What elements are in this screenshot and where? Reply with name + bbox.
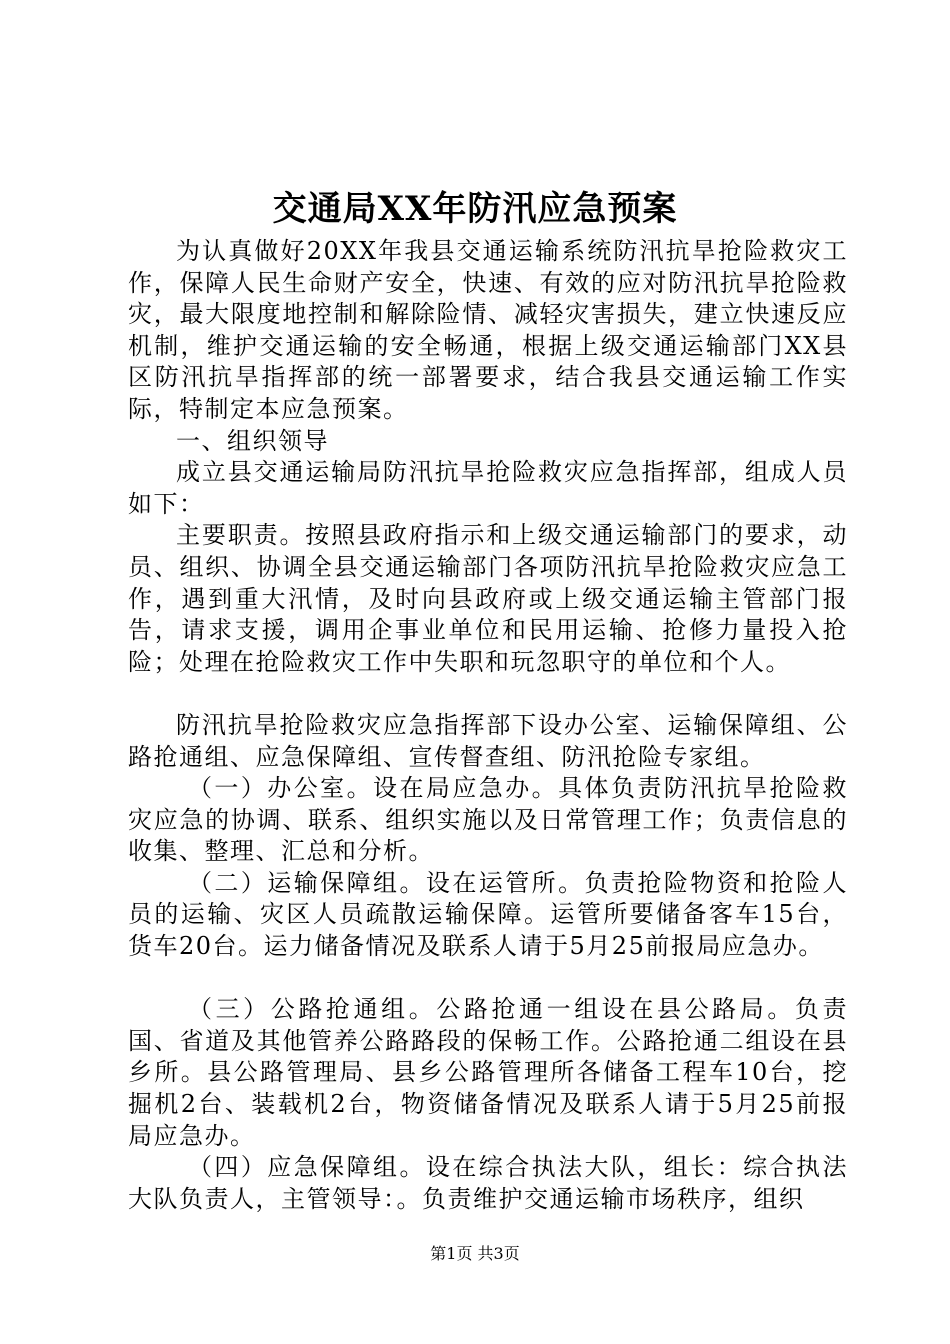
paragraph-transport-group: （二）运输保障组。设在运管所。负责抢险物资和抢险人员的运输、灾区人员疏散运输保障。运管所要储备客车15台，货车20台。运力储备情况及联系人请于5月25前报局应急办。: [128, 868, 848, 961]
document-body: [128, 236, 848, 1215]
section-heading: 一、组织领导: [176, 426, 329, 455]
page-footer: 第1页 共3页: [430, 1244, 520, 1263]
paragraph-emergency-group: （四）应急保障组。设在综合执法大队，组长：综合执法大队负责人，主管领导：。负责维护交通运输市场秩序，组织: [128, 1153, 848, 1213]
paragraph-groups: 防汛抗旱抢险救灾应急指挥部下设办公室、运输保障组、公路抢通组、应急保障组、宣传督查组、防汛抢险专家组。: [128, 710, 848, 771]
paragraph-road-group: （三）公路抢通组。公路抢通一组设在县公路局。负责国、省道及其他管养公路路段的保畅工作。公路抢通二组设在县乡所。县公路管理局、县乡公路管理所各储备工程车10台，挖掘机2台、装载机2台，物资储备情况及联系人请于5月25前报局应急办。: [128, 995, 848, 1150]
paragraph-intro: 为认真做好20XX年我县交通运输系统防汛抗旱抢险救灾工作，保障人民生命财产安全，快速、有效的应对防汛抗旱抢险救灾，最大限度地控制和解除险情、减轻灾害损失，建立快速反应机制，维护交通运输的安全畅通，根据上级交通运输部门XX县区防汛抗旱指挥部的统一部署要求，结合我县交通运输工作实际，特制定本应急预案。: [128, 237, 848, 423]
paragraph-office: （一）办公室。设在局应急办。具体负责防汛抗旱抢险救灾应急的协调、联系、组织实施以及日常管理工作；负责信息的收集、整理、汇总和分析。: [128, 774, 848, 866]
document-title: 交通局XX年防汛应急预案: [272, 189, 678, 229]
paragraph-command-center: 成立县交通运输局防汛抗旱抢险救灾应急指挥部，组成人员如下：: [128, 458, 848, 518]
paragraph-responsibilities: 主要职责。按照县政府指示和上级交通运输部门的要求，动员、组织、协调全县交通运输部门各项防汛抗旱抢险救灾应急工作，遇到重大汛情，及时向县政府或上级交通运输主管部门报告，请求支援，调用企事业单位和民用运输、抢修力量投入抢险；处理在抢险救灾工作中失职和玩忽职守的单位和个人。: [128, 521, 848, 676]
